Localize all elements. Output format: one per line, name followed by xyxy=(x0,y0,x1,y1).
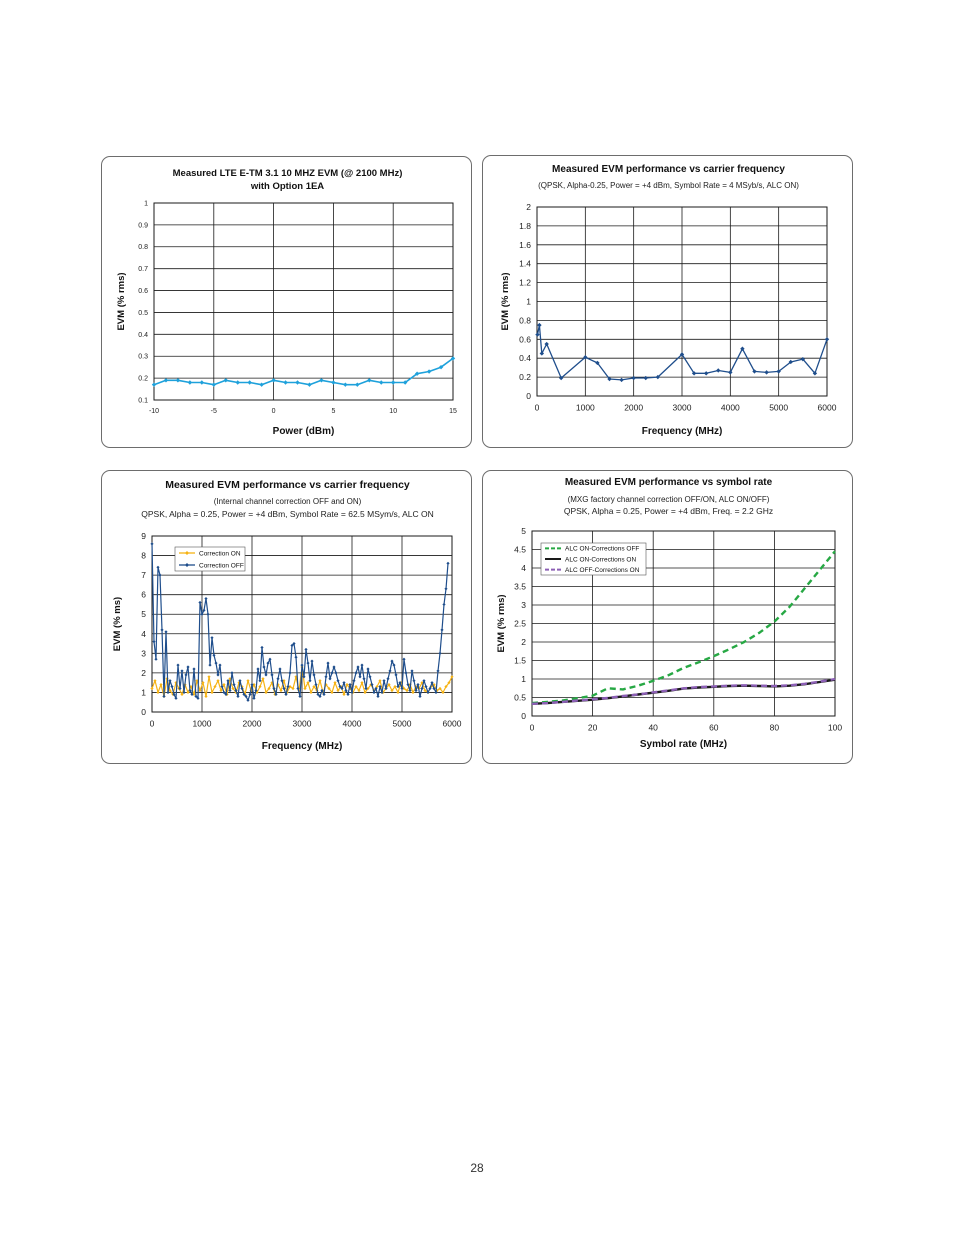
x-axis-label: Frequency (MHz) xyxy=(261,741,343,752)
data-point xyxy=(150,542,153,545)
y-tick-label: 0 xyxy=(521,710,526,721)
data-point xyxy=(258,679,261,682)
y-tick-label: 0.7 xyxy=(138,266,148,274)
y-axis-label: EVM (% rms) xyxy=(500,272,511,331)
chart-subtitle: (QPSK, Alpha-0.25, Power = +4 dBm, Symbol Rate = 4 MSyb/s, ALC ON) xyxy=(538,181,799,190)
y-axis-label: EVM (% ms) xyxy=(112,596,123,652)
data-point xyxy=(704,371,708,375)
y-tick-label: 1 xyxy=(144,200,148,208)
data-point xyxy=(362,677,365,680)
x-tick-label: -5 xyxy=(210,408,217,415)
data-point xyxy=(159,683,162,686)
data-point xyxy=(332,665,335,668)
data-point xyxy=(348,683,351,686)
data-point xyxy=(156,566,159,569)
data-point xyxy=(261,677,264,680)
x-tick-label: 0 xyxy=(149,718,155,729)
x-tick-label: 2000 xyxy=(624,402,644,413)
x-tick-label: 3000 xyxy=(292,718,312,729)
y-tick-label: 0.5 xyxy=(138,309,148,317)
x-tick-label: 0 xyxy=(534,402,540,413)
legend-label: ALC OFF-Corrections ON xyxy=(565,567,640,575)
data-point xyxy=(342,681,345,684)
y-tick-label: 4 xyxy=(521,562,526,573)
chart-subtitle-line2: QPSK, Alpha = 0.25, Power = +4 dBm, Symbol Rate = 62.5 MSym/s, ALC ON xyxy=(141,509,434,519)
data-point xyxy=(210,636,213,639)
y-tick-label: 0.2 xyxy=(138,375,148,383)
plot-grid xyxy=(154,203,453,400)
chart-title: Measured EVM performance vs carrier frequency xyxy=(552,164,785,175)
evm-correction-chart xyxy=(102,471,473,765)
data-point xyxy=(208,663,211,666)
data-point xyxy=(198,601,201,604)
chart-panel-evm-vs-frequency-4msps xyxy=(482,155,853,448)
x-tick-label: 5000 xyxy=(392,718,412,729)
data-point xyxy=(212,382,216,386)
data-point xyxy=(382,679,385,682)
data-point xyxy=(288,671,291,674)
data-point xyxy=(343,382,347,386)
data-point xyxy=(259,382,263,386)
data-point xyxy=(537,323,541,327)
data-point xyxy=(260,646,263,649)
chart-title: Measured EVM performance vs carrier frequency xyxy=(165,479,410,491)
data-point xyxy=(326,662,329,665)
data-point xyxy=(394,673,397,676)
data-point xyxy=(188,380,192,384)
data-point xyxy=(418,695,421,698)
chart-legend xyxy=(175,547,245,571)
data-point xyxy=(367,378,371,382)
data-point xyxy=(162,695,165,698)
y-tick-label: 0.4 xyxy=(519,353,531,364)
data-point xyxy=(360,663,363,666)
x-tick-label: 4000 xyxy=(342,718,362,729)
y-tick-label: 4.5 xyxy=(514,544,526,555)
data-point xyxy=(152,640,155,643)
data-point xyxy=(306,662,309,665)
data-point xyxy=(216,673,219,676)
data-point xyxy=(336,679,339,682)
y-tick-label: 0.8 xyxy=(519,315,531,326)
legend-label: Correction ON xyxy=(199,550,241,558)
data-point xyxy=(355,382,359,386)
data-point xyxy=(342,693,345,696)
data-point xyxy=(247,380,251,384)
x-tick-label: 100 xyxy=(827,722,843,733)
data-point xyxy=(152,382,156,386)
data-point xyxy=(535,332,539,336)
data-point xyxy=(716,368,720,372)
data-point xyxy=(438,652,441,655)
data-point xyxy=(360,681,363,684)
data-point xyxy=(324,675,327,678)
data-point xyxy=(214,662,217,665)
data-point xyxy=(416,683,419,686)
data-point xyxy=(236,380,240,384)
data-point xyxy=(379,380,383,384)
data-point xyxy=(436,669,439,672)
data-point xyxy=(376,695,379,698)
data-point xyxy=(270,673,273,676)
y-tick-label: 0.1 xyxy=(138,397,148,405)
data-point xyxy=(404,671,407,674)
data-point xyxy=(825,337,829,341)
y-axis-label: EVM (% rms) xyxy=(116,272,127,331)
data-point xyxy=(427,369,431,373)
x-tick-label: 1000 xyxy=(575,402,595,413)
y-tick-label: 3 xyxy=(521,599,526,610)
data-point xyxy=(232,683,235,686)
y-tick-label: 1.2 xyxy=(519,277,531,288)
data-point xyxy=(386,677,389,680)
y-tick-label: 1.4 xyxy=(519,258,531,269)
data-point xyxy=(310,660,313,663)
data-point xyxy=(271,378,275,382)
data-point xyxy=(204,695,207,698)
data-point xyxy=(298,695,301,698)
chart-title: Measured LTE E-TM 3.1 10 MHZ EVM (@ 2100 MHz) xyxy=(172,168,403,179)
x-axis-label: Symbol rate (MHz) xyxy=(639,739,728,750)
data-point xyxy=(424,685,427,688)
data-point xyxy=(446,562,449,565)
legend-label: ALC ON-Corrections ON xyxy=(565,556,637,564)
data-point xyxy=(256,667,259,670)
data-point xyxy=(176,378,180,382)
data-point xyxy=(420,687,423,690)
chart-legend xyxy=(541,543,646,575)
data-point xyxy=(331,380,335,384)
data-point xyxy=(308,679,311,682)
data-point xyxy=(764,370,768,374)
data-point xyxy=(262,665,265,668)
chart-title: Measured EVM performance vs symbol rate xyxy=(564,477,773,488)
data-point xyxy=(150,687,153,690)
legend-label: ALC ON-Corrections OFF xyxy=(565,545,640,553)
y-tick-label: 2 xyxy=(141,667,146,678)
y-tick-label: 0.4 xyxy=(138,331,148,339)
data-point xyxy=(156,691,159,694)
chart-subtitle-line2: QPSK, Alpha = 0.25, Power = +4 dBm, Freq. = 2.2 GHz xyxy=(563,506,774,516)
data-point xyxy=(544,342,548,346)
data-point xyxy=(252,697,255,700)
data-point xyxy=(224,378,228,382)
data-point xyxy=(180,669,183,672)
x-tick-label: 15 xyxy=(449,408,457,415)
data-point xyxy=(391,380,395,384)
data-point xyxy=(358,675,361,678)
x-tick-label: 3000 xyxy=(672,402,692,413)
data-point xyxy=(644,376,648,380)
data-point xyxy=(184,673,187,676)
y-tick-label: 4 xyxy=(141,628,146,639)
data-point xyxy=(368,675,371,678)
data-point xyxy=(164,378,168,382)
y-tick-label: 1 xyxy=(521,673,526,684)
data-point xyxy=(430,681,433,684)
data-point xyxy=(319,378,323,382)
data-point xyxy=(294,656,297,659)
evm-vs-frequency-chart xyxy=(483,156,854,449)
data-point xyxy=(314,683,317,686)
data-point xyxy=(619,378,623,382)
data-point xyxy=(206,613,209,616)
y-tick-label: 3.5 xyxy=(514,581,526,592)
x-tick-label: -10 xyxy=(148,408,160,415)
data-point xyxy=(160,628,163,631)
data-point xyxy=(230,671,233,674)
data-point xyxy=(276,677,279,680)
data-point xyxy=(218,663,221,666)
y-tick-label: 0.8 xyxy=(138,244,148,252)
data-point xyxy=(330,671,333,674)
y-tick-label: 9 xyxy=(141,530,146,541)
y-tick-label: 0 xyxy=(141,706,146,717)
x-axis-label: Frequency (MHz) xyxy=(641,426,723,437)
x-tick-label: 6000 xyxy=(817,402,837,413)
x-tick-label: 1000 xyxy=(192,718,212,729)
data-point xyxy=(236,695,239,698)
y-tick-label: 6 xyxy=(141,589,146,600)
data-point xyxy=(164,630,167,633)
plot-frame xyxy=(154,203,453,400)
series-line-1 xyxy=(154,358,453,384)
x-tick-label: 10 xyxy=(389,408,398,415)
y-tick-label: 0.9 xyxy=(138,222,148,230)
chart-subtitle: (MXG factory channel correction OFF/ON, ALC ON/OFF) xyxy=(567,495,770,504)
data-point xyxy=(283,380,287,384)
x-tick-label: 4000 xyxy=(720,402,740,413)
x-tick-label: 80 xyxy=(769,722,780,733)
x-tick-label: 6000 xyxy=(442,718,462,729)
data-point xyxy=(304,648,307,651)
data-point xyxy=(158,574,161,577)
y-tick-label: 0.6 xyxy=(519,334,531,345)
data-point xyxy=(200,380,204,384)
data-point xyxy=(444,587,447,590)
data-point xyxy=(192,667,195,670)
data-point xyxy=(295,380,299,384)
data-point xyxy=(170,685,173,688)
x-tick-label: 40 xyxy=(648,722,658,733)
data-point xyxy=(366,667,369,670)
data-point xyxy=(442,603,445,606)
data-point xyxy=(540,351,544,355)
data-point xyxy=(352,679,355,682)
data-point xyxy=(328,677,331,680)
y-tick-label: 3 xyxy=(141,648,146,659)
x-axis-label: Power (dBm) xyxy=(272,426,335,437)
data-point xyxy=(186,665,189,668)
x-tick-label: 5000 xyxy=(769,402,789,413)
y-tick-label: 2 xyxy=(521,636,526,647)
lte-evm-chart xyxy=(102,157,473,449)
data-point xyxy=(354,671,357,674)
y-tick-label: 5 xyxy=(521,525,526,536)
y-tick-label: 0.2 xyxy=(519,372,531,383)
series-line-3 xyxy=(532,679,835,704)
y-tick-label: 1 xyxy=(526,296,531,307)
data-point xyxy=(207,675,210,678)
data-point xyxy=(264,673,267,676)
data-point xyxy=(228,689,231,692)
y-tick-label: 1.6 xyxy=(519,239,531,250)
x-tick-label: 60 xyxy=(709,722,719,733)
chart-panel-lte-evm-vs-power xyxy=(101,156,472,448)
x-tick-label: 5 xyxy=(331,408,336,415)
y-tick-label: 0 xyxy=(526,390,531,401)
data-point xyxy=(166,691,169,694)
y-tick-label: 1.5 xyxy=(514,655,526,666)
data-point xyxy=(176,663,179,666)
data-point xyxy=(410,669,413,672)
y-tick-label: 0.5 xyxy=(514,692,526,703)
data-point xyxy=(631,376,635,380)
y-tick-label: 1.8 xyxy=(519,220,531,231)
data-point xyxy=(246,679,249,682)
data-point xyxy=(334,671,337,674)
y-tick-label: 5 xyxy=(141,609,146,620)
data-point xyxy=(318,679,321,682)
data-point xyxy=(204,597,207,600)
data-point xyxy=(440,628,443,631)
data-point xyxy=(728,370,732,374)
y-tick-label: 8 xyxy=(141,550,146,561)
data-point xyxy=(278,667,281,670)
y-tick-label: 0.3 xyxy=(138,353,148,361)
data-point xyxy=(422,679,425,682)
data-point xyxy=(356,665,359,668)
y-tick-label: 1 xyxy=(141,687,146,698)
evm-symbol-rate-chart xyxy=(483,471,854,765)
y-tick-label: 7 xyxy=(141,570,146,581)
y-tick-label: 2 xyxy=(526,201,531,212)
y-tick-label: 2.5 xyxy=(514,618,526,629)
x-tick-label: 0 xyxy=(529,722,535,733)
data-point xyxy=(740,347,744,351)
data-point xyxy=(154,658,157,661)
x-tick-label: 2000 xyxy=(242,718,262,729)
page-number: 28 xyxy=(470,1161,484,1175)
data-point xyxy=(300,663,303,666)
data-point xyxy=(333,681,336,684)
data-point xyxy=(168,679,171,682)
data-point xyxy=(408,689,411,692)
x-tick-label: 20 xyxy=(587,722,598,733)
data-point xyxy=(153,679,156,682)
data-point xyxy=(388,669,391,672)
data-point xyxy=(212,654,215,657)
data-point xyxy=(312,673,315,676)
data-point xyxy=(307,382,311,386)
chart-title-line2: with Option 1EA xyxy=(250,181,325,192)
data-point xyxy=(248,693,251,696)
data-point xyxy=(412,679,415,682)
x-tick-label: 0 xyxy=(271,408,276,415)
chart-panel-evm-vs-frequency-correction xyxy=(101,470,472,764)
data-point xyxy=(402,658,405,661)
chart-subtitle: (Internal channel correction OFF and ON) xyxy=(213,497,362,506)
legend-label: Correction OFF xyxy=(199,562,244,570)
y-axis-label: EVM (% rms) xyxy=(496,594,507,653)
chart-panel-evm-vs-symbol-rate xyxy=(482,470,853,764)
y-tick-label: 0.6 xyxy=(138,288,148,296)
data-point xyxy=(198,689,201,692)
